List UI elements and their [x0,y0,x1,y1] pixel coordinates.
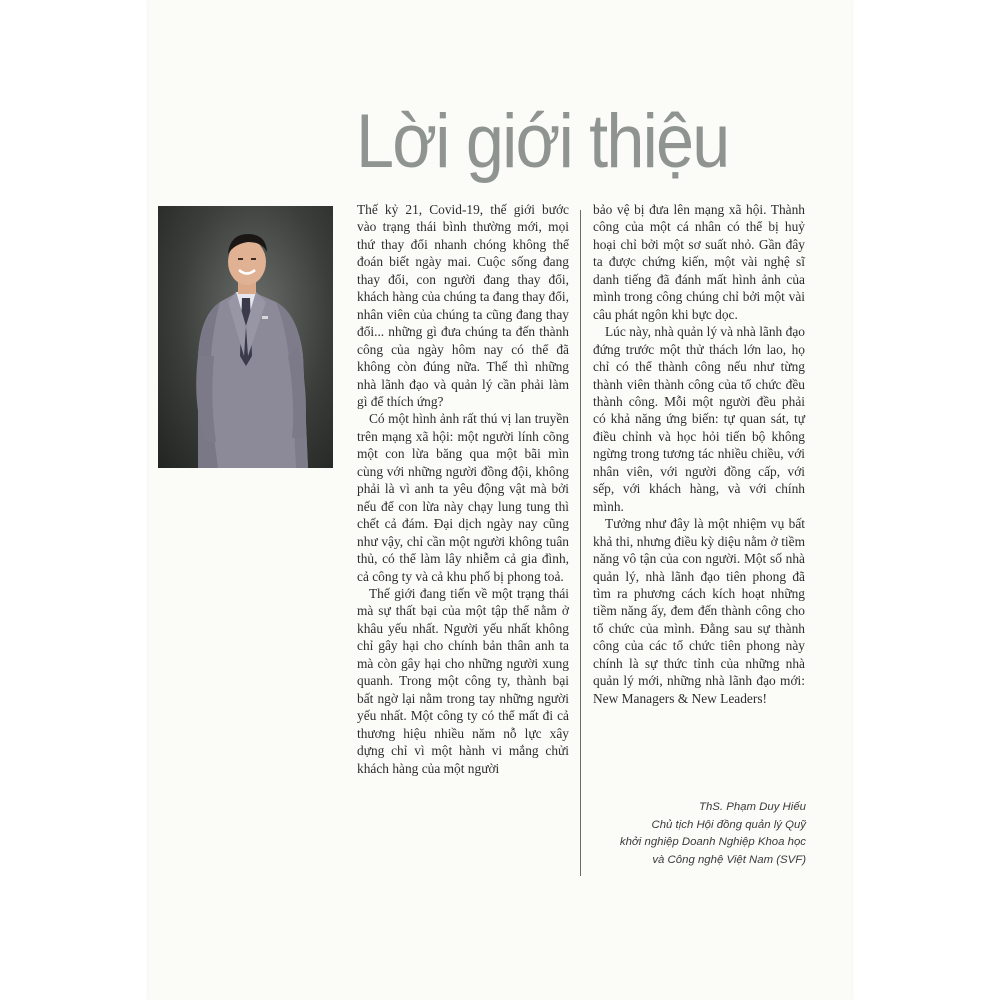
signature-line: và Công nghệ Việt Nam (SVF) [652,853,806,866]
author-portrait-illustration [158,206,333,468]
paragraph: bảo vệ bị đưa lên mạng xã hội. Thành công của một cá nhân có thể bị huỷ hoại chỉ bởi một sơ suất nhỏ. Gần đây ta được chứng kiến, một vài nghệ sĩ danh tiếng đã đánh mất hình ảnh của mình trong công chúng chỉ bởi một vài câu phát ngôn khi bực dọc. [593,202,805,322]
paragraph: Thế kỷ 21, Covid-19, thế giới bước vào trạng thái bình thường mới, mọi thứ thay đổi nhanh chóng không thể đoán biết ngày mai. Cuộc sống đang thay đổi, con người đang thay đổi, khách hàng của chúng ta đang thay đổi, nhân viên của chúng ta cũng đang thay đổi... những gì đưa chúng ta đến thành công của ngày hôm nay có thể đã không còn đúng nữa. Thế thì những nhà lãnh đạo và quản lý cần phải làm gì để thích ứng? [357,202,569,409]
column-divider [580,210,581,876]
paragraph: Có một hình ảnh rất thú vị lan truyền trên mạng xã hội: một người lính cõng một con lừa băng qua một bãi mìn cùng với những người đồng đội, không phải là vì anh ta yêu động vật mà bởi nếu để con lừa này chạy lung tung thì chết cả đám. Đại dịch ngày nay cũng như vậy, chỉ cần một người không tuân thủ, có thể làm lây nhiễm cả gia đình, cả công ty và cả khu phố bị phong toả. [357,411,569,584]
page-title: Lời giới thiệu [356,99,729,184]
author-signature [580,799,806,869]
paragraph: Lúc này, nhà quản lý và nhà lãnh đạo đứng trước một thử thách lớn lao, họ chỉ có thể thành công nếu như từng thành viên thành công của tổ chức đều thành công. Mỗi một người đều phải có khả năng ứng biến: tự quan sát, tự điều chỉnh và học hỏi tiến bộ không ngừng trong tương tác nhiều chiều, với nhân viên, với người đồng cấp, với sếp, với khách hàng, và với chính mình. [593,324,805,514]
signature-name: ThS. Phạm Duy Hiếu [699,801,806,813]
text-column-left [357,201,569,777]
signature-line: Chủ tịch Hội đồng quản lý Quỹ [651,818,806,831]
paragraph: Thế giới đang tiến về một trạng thái mà sự thất bại của một tập thể nằm ở khâu yếu nhất. Người yếu nhất không chỉ gây hại cho chính bản thân anh ta mà còn gây hại cho những người xung quanh. Trong một công ty, thành bại bất ngờ lại nằm trong tay những người yếu nhất. Một công ty có thể mất đi cả thương hiệu nhiều năm nỗ lực xây dựng chỉ vì một hành vi mắng chửi khách hàng của một người [357,585,569,776]
paragraph: Tưởng như đây là một nhiệm vụ bất khả thi, nhưng điều kỳ diệu nằm ở tiềm năng vô tận của con người. Một số nhà quản lý, nhà lãnh đạo tiên phong đã tìm ra phương cách kích hoạt những tiềm năng ấy, đem đến thành công cho tổ chức của mình. Đằng sau sự thành công của các tổ chức tiên phong này chính là sự thức tỉnh của những nhà quản lý mới, những nhà lãnh đạo mới: New Managers & New Leaders! [593,516,805,706]
author-photo [158,206,333,468]
signature-line: khởi nghiệp Doanh Nghiệp Khoa học [619,836,806,849]
text-column-right [593,201,805,707]
